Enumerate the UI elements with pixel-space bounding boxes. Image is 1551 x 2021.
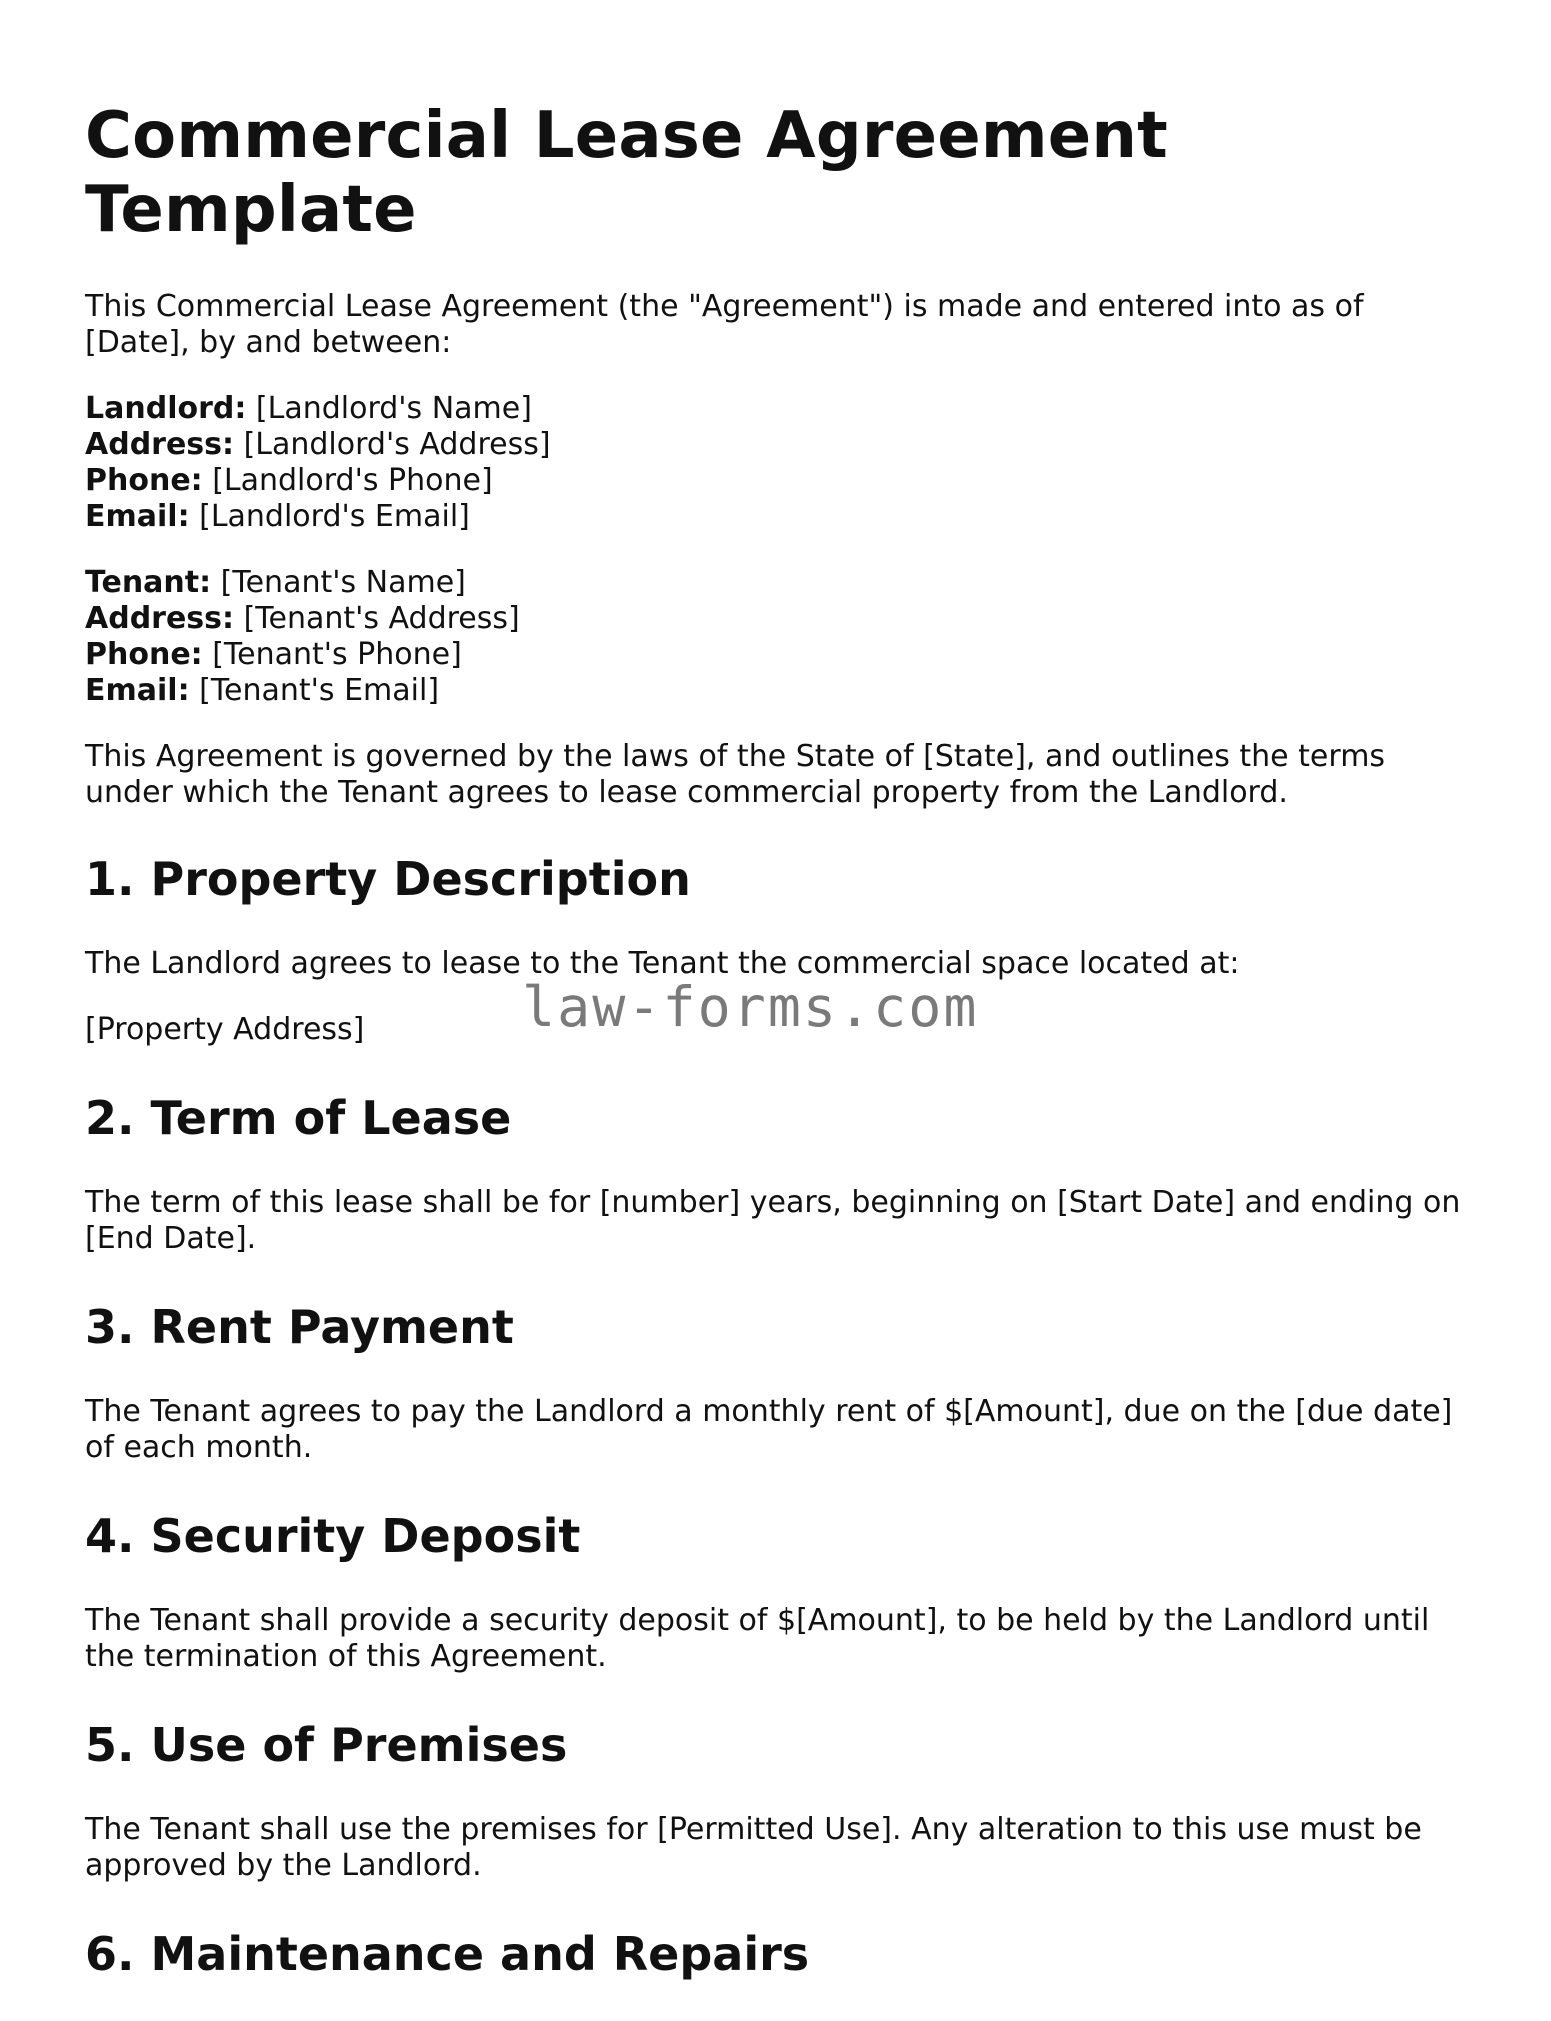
tenant-name-row bbox=[85, 565, 1475, 601]
landlord-address-label: Address: bbox=[85, 427, 235, 463]
intro-paragraph: This Commercial Lease Agreement (the "Agreement") is made and entered into as of [Date], by and between: bbox=[85, 289, 1364, 361]
tenant-phone-value: [Tenant's Phone] bbox=[212, 637, 462, 673]
tenant-block bbox=[85, 565, 1475, 709]
landlord-phone-value: [Landlord's Phone] bbox=[212, 463, 493, 499]
landlord-phone-row bbox=[85, 463, 1475, 499]
section-heading-use: 5. Use of Premises bbox=[85, 1717, 568, 1772]
section-text-property: The Landlord agrees to lease to the Tenant the commercial space located at: bbox=[85, 946, 1240, 982]
tenant-address-label: Address: bbox=[85, 601, 235, 637]
watermark-text: law-forms.com bbox=[522, 975, 979, 1039]
section-text-use: The Tenant shall use the premises for [Permitted Use]. Any alteration to this use must be approved by the Landlord. bbox=[85, 1811, 1422, 1883]
landlord-email-value: [Landlord's Email] bbox=[199, 499, 470, 535]
property-address: [Property Address] bbox=[85, 1012, 365, 1048]
tenant-name-value: [Tenant's Name] bbox=[220, 565, 466, 601]
landlord-name-value: [Landlord's Name] bbox=[255, 391, 532, 427]
landlord-address-value: [Landlord's Address] bbox=[243, 427, 551, 463]
tenant-email-value: [Tenant's Email] bbox=[199, 673, 440, 709]
tenant-address-row bbox=[85, 601, 1475, 637]
section-heading-term: 2. Term of Lease bbox=[85, 1091, 512, 1146]
section-heading-rent: 3. Rent Payment bbox=[85, 1299, 514, 1354]
landlord-address-row bbox=[85, 427, 1475, 463]
tenant-address-value: [Tenant's Address] bbox=[243, 601, 520, 637]
section-heading-deposit: 4. Security Deposit bbox=[85, 1508, 581, 1563]
tenant-email-label: Email: bbox=[85, 673, 190, 709]
governing-paragraph: This Agreement is governed by the laws of the State of [State], and outlines the terms under which the Tenant agrees to lease commercial property from the Landlord. bbox=[85, 739, 1386, 811]
tenant-name-label: Tenant: bbox=[85, 565, 212, 601]
tenant-email-row bbox=[85, 673, 1475, 709]
landlord-phone-label: Phone: bbox=[85, 463, 203, 499]
document-page bbox=[85, 100, 1475, 2021]
landlord-email-row bbox=[85, 499, 1475, 535]
document-title: Commercial Lease Agreement Template bbox=[85, 99, 1168, 247]
landlord-name-label: Landlord: bbox=[85, 391, 247, 427]
landlord-name-row bbox=[85, 391, 1475, 427]
tenant-phone-row bbox=[85, 637, 1475, 673]
section-heading-maintenance: 6. Maintenance and Repairs bbox=[85, 1926, 810, 1981]
landlord-block bbox=[85, 391, 1475, 535]
tenant-phone-label: Phone: bbox=[85, 637, 203, 673]
section-text-rent: The Tenant agrees to pay the Landlord a monthly rent of $[Amount], due on the [due date] of each month. bbox=[85, 1393, 1453, 1465]
section-heading-property: 1. Property Description bbox=[85, 852, 691, 907]
section-text-deposit: The Tenant shall provide a security deposit of $[Amount], to be held by the Landlord until the termination of this Agreement. bbox=[85, 1602, 1430, 1674]
section-text-term: The term of this lease shall be for [number] years, beginning on [Start Date] and ending on [End Date]. bbox=[85, 1184, 1461, 1256]
landlord-email-label: Email: bbox=[85, 499, 190, 535]
